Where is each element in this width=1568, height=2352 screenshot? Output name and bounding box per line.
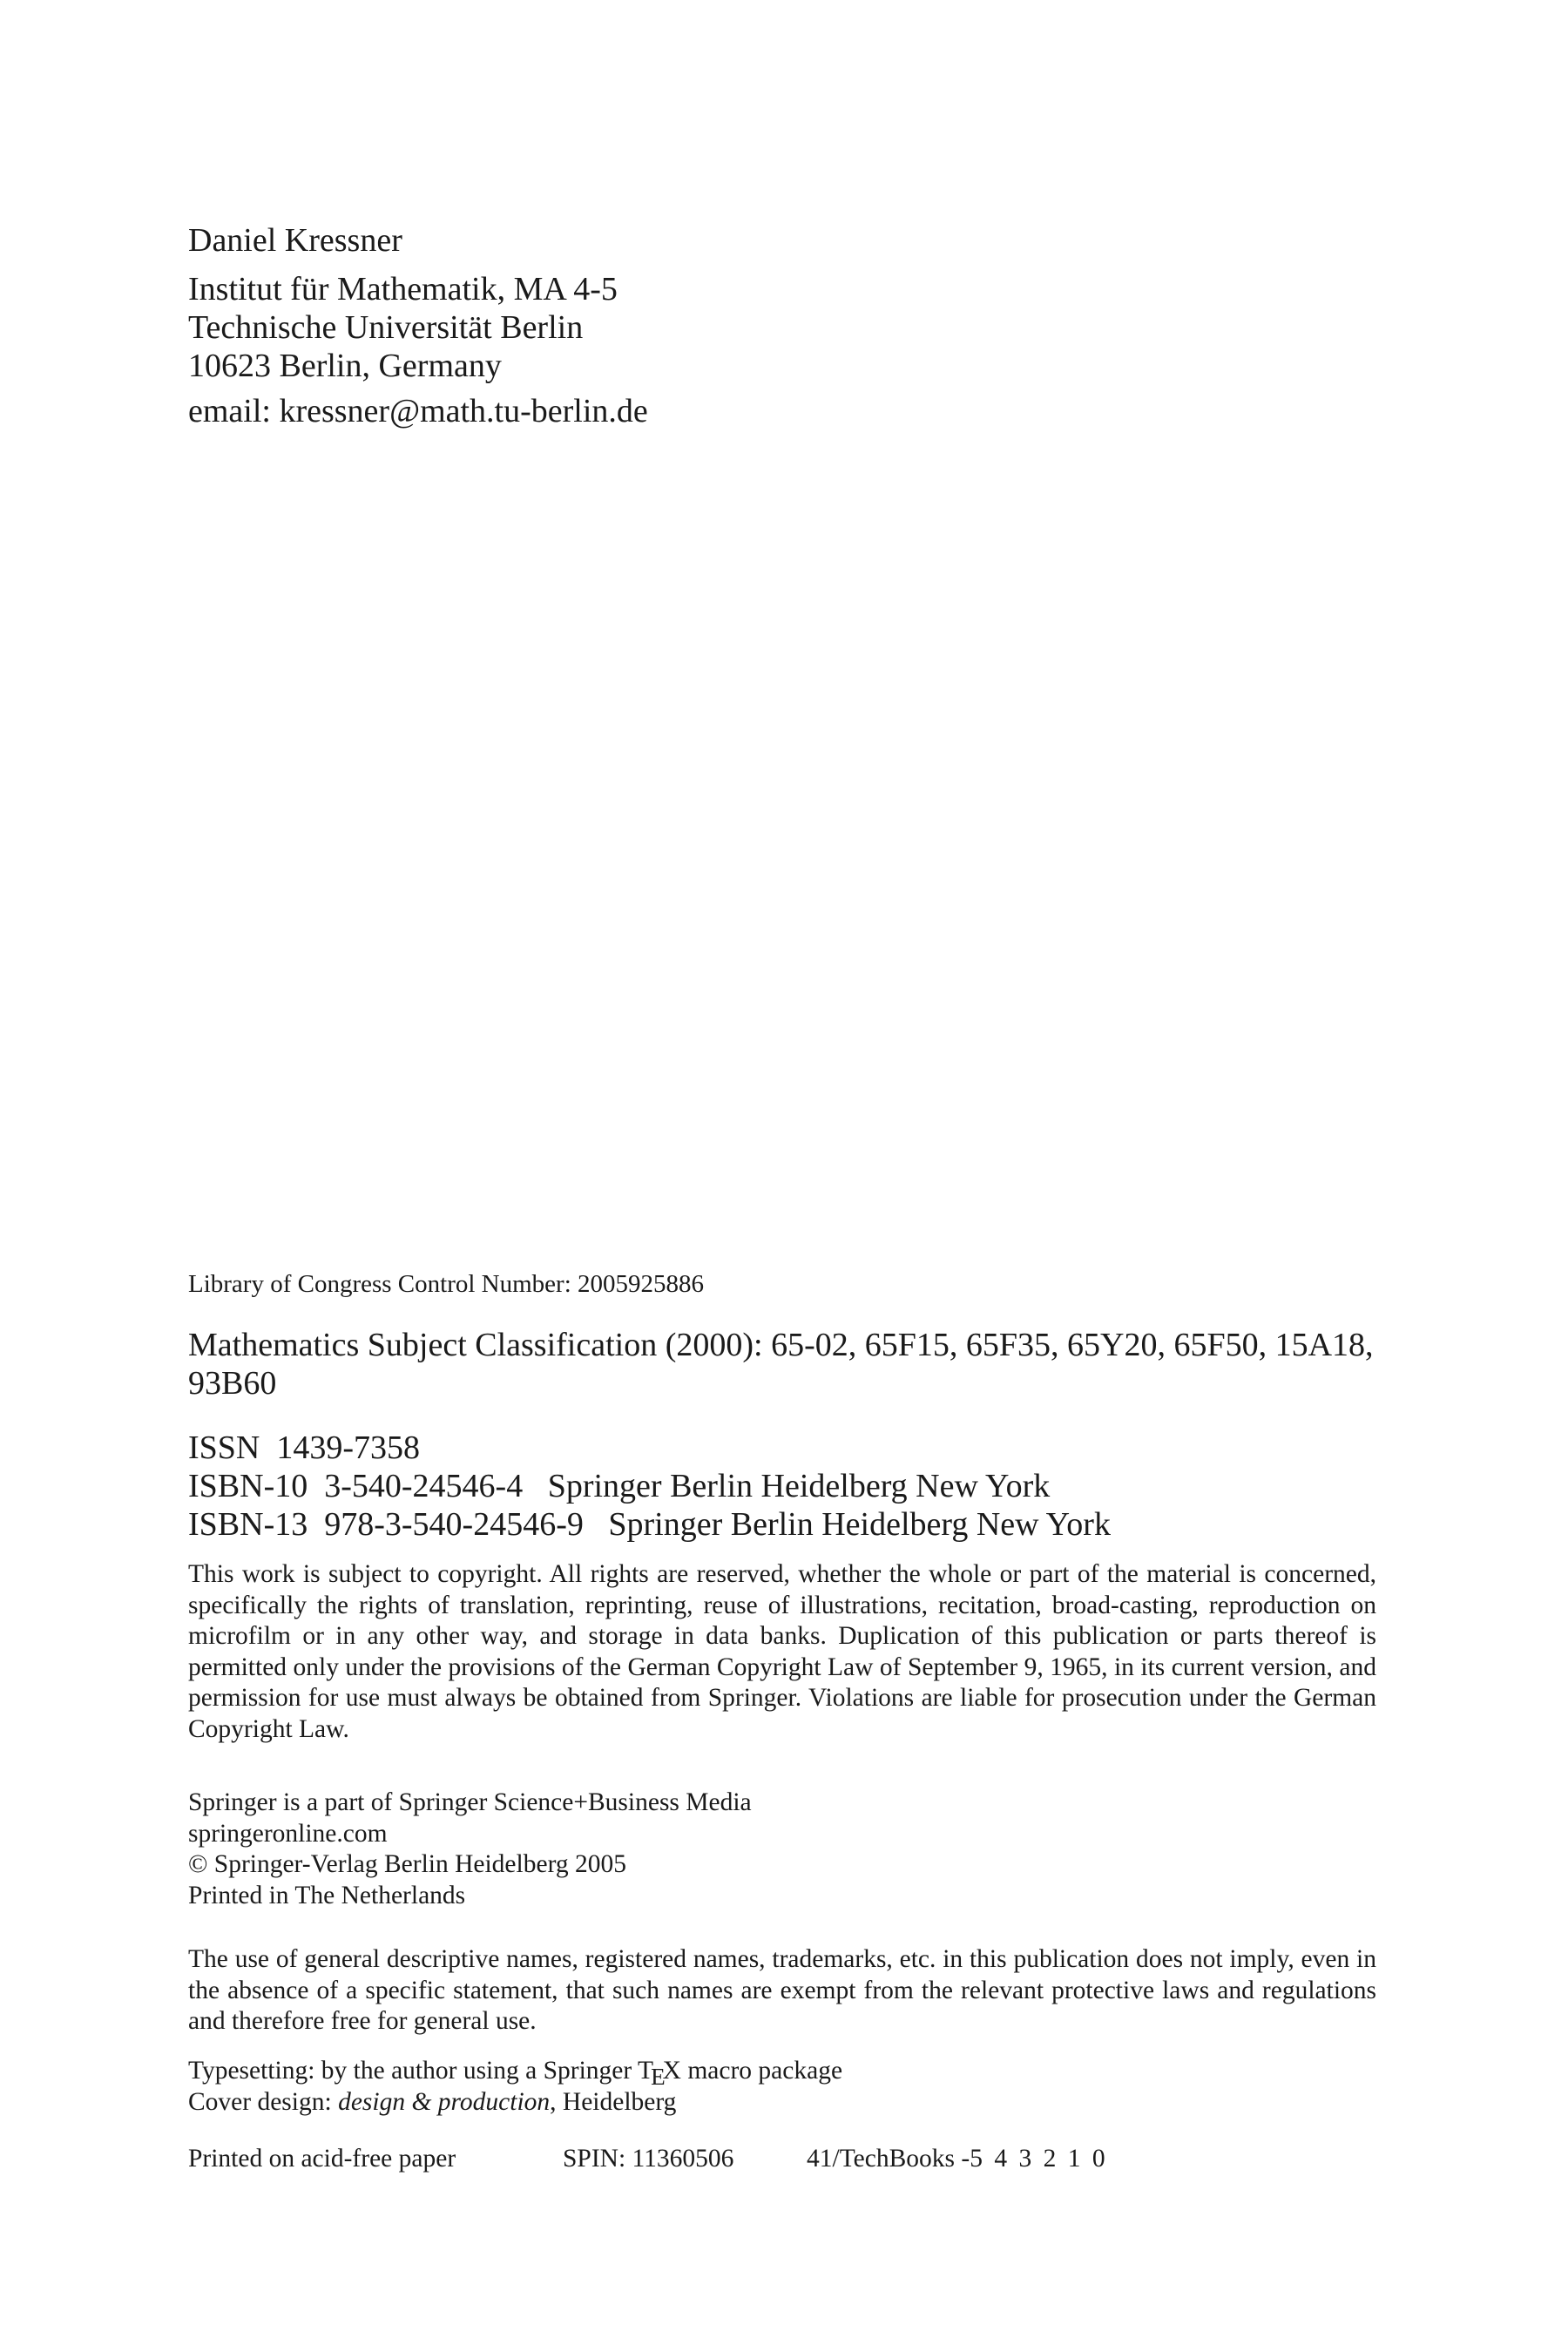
- issn-line: [188, 1429, 1376, 1467]
- acid-free-paper: Printed on acid-free paper: [188, 2145, 456, 2173]
- issn-isbn-block: [188, 1429, 1376, 1544]
- address-line-city: 10623 Berlin, Germany: [188, 348, 502, 384]
- print-code-digits: 5 4 3 2 1 0: [970, 2145, 1108, 2173]
- tex-logo-t: T: [638, 2057, 654, 2085]
- cover-design-prefix: Cover design:: [188, 2087, 339, 2116]
- cover-design-suffix: , Heidelberg: [550, 2087, 677, 2116]
- trademark-paragraph: The use of general descriptive names, registered names, trademarks, etc. in this publication does not imply, even in the absence of a specific statement, that such names are exempt from the relevant protective laws and regulations and therefore free for general use.: [188, 1945, 1376, 2035]
- isbn13-publisher: Springer Berlin Heidelberg New York: [608, 1506, 1111, 1543]
- cover-design-line: [188, 2087, 1376, 2119]
- spin-number: SPIN: 11360506: [563, 2145, 734, 2173]
- tex-logo: [638, 2057, 681, 2090]
- copyright-line: © Springer-Verlag Berlin Heidelberg 2005: [188, 1850, 626, 1878]
- typesetting-line: [188, 2056, 1376, 2090]
- cover-design-studio: design & production: [338, 2087, 551, 2116]
- isbn10-value: 3-540-24546-4: [324, 1468, 524, 1504]
- loc-control-number: [188, 1268, 1376, 1300]
- tex-logo-x: X: [662, 2057, 681, 2085]
- print-code-prefix: 41/TechBooks -: [807, 2145, 970, 2173]
- publisher-website: springeronline.com: [188, 1819, 388, 1848]
- isbn10-line: [188, 1467, 1376, 1505]
- msc-line-2: 93B60: [188, 1365, 277, 1402]
- isbn10-label: ISBN-10: [188, 1468, 308, 1504]
- address-line-university: Technische Universität Berlin: [188, 309, 584, 346]
- isbn13-line: [188, 1505, 1376, 1544]
- author-email: email: kressner@math.tu-berlin.de: [188, 393, 648, 429]
- loc-control-number-text: Library of Congress Control Number: 2005925886: [188, 1270, 705, 1298]
- publisher-group-line: Springer is a part of Springer Science+Business Media: [188, 1788, 752, 1816]
- printed-in-line: Printed in The Netherlands: [188, 1881, 466, 1909]
- production-credits: [188, 2056, 1376, 2118]
- typesetting-prefix: Typesetting: by the author using a Springer: [188, 2057, 639, 2085]
- typesetting-suffix: macro package: [680, 2057, 843, 2085]
- isbn10-publisher: Springer Berlin Heidelberg New York: [547, 1468, 1051, 1504]
- msc-line-1: Mathematics Subject Classification (2000): 65-02, 65F15, 65F35, 65Y20, 65F50, 15A18,: [188, 1327, 1374, 1363]
- isbn13-label: ISBN-13: [188, 1506, 308, 1543]
- author-address: [188, 270, 1376, 385]
- print-info-line: [188, 2143, 1376, 2174]
- copyright-notice: [188, 1559, 1376, 1745]
- tex-logo-e: E: [651, 2064, 666, 2090]
- trademark-notice: [188, 1944, 1376, 2038]
- publisher-info: [188, 1788, 1376, 1911]
- issn-value: 1439-7358: [276, 1429, 421, 1466]
- issn-label: ISSN: [188, 1429, 260, 1466]
- print-code: [807, 2143, 1108, 2174]
- isbn13-value: 978-3-540-24546-9: [324, 1506, 584, 1543]
- copyright-paragraph: This work is subject to copyright. All rights are reserved, whether the whole or part of the material is concerned, specifically the rights of translation, reprinting, reuse of illustrations, recitation, broad-casting, reproduction on microfilm or in any other way, and storage in data banks. Duplication of this publication or parts thereof is permitted only under the provisions of the German Copyright Law of September 9, 1965, in its current version, and permission for use must always be obtained from Springer. Violations are liable for prosecution under the German Copyright Law.: [188, 1560, 1376, 1743]
- msc-classification: [188, 1326, 1376, 1402]
- author-address-block: [188, 220, 1376, 432]
- address-line-institute: Institut für Mathematik, MA 4-5: [188, 271, 618, 308]
- author-name: Daniel Kressner: [188, 222, 402, 259]
